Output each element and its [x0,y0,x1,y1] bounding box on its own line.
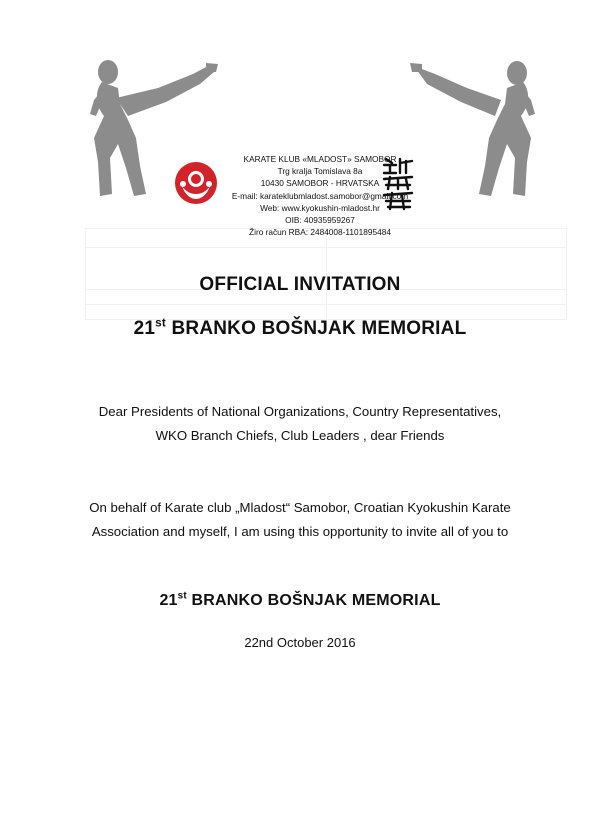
club-name: KARATE KLUB «MLADOST» SAMOBOR [243,154,397,164]
memorial-name: BRANKO BOŠNJAK MEMORIAL [191,592,441,609]
letterhead [0,55,600,238]
event-date: 22nd October 2016 [244,635,356,650]
memorial-ordinal: st [155,316,167,330]
memorial-heading [0,318,600,340]
greeting-line-2: WKO Branch Chiefs, Club Leaders , dear Friends [155,428,445,443]
bank-account: Žiro račun RBA: 2484008-1101895484 [249,227,391,238]
memorial-number: 21 [133,318,156,339]
document-title: OFFICIAL INVITATION [199,274,401,295]
karate-kicker-right-icon [405,58,540,198]
oib: OIB: 40935959267 [285,215,355,226]
body-text [0,496,600,544]
address-city: 10430 SAMOBOR - HRVATSKA [260,178,380,189]
greeting-line-1: Dear Presidents of National Organizations, Country Representatives, [98,404,502,419]
body-line-1: On behalf of Karate club „Mladost“ Samobor, Croatian Kyokushin Karate [89,500,511,515]
kyokushin-logo-icon [173,159,219,209]
address-street: Trg kralja Tomislava 8a [277,166,363,177]
memorial-ordinal: st [177,590,187,602]
memorial-number: 21 [159,592,178,609]
website: Web: www.kyokushin-mladost.hr [260,202,380,213]
email: E-mail: karateklubmladost.samobor@gmail.com [231,190,409,201]
memorial-heading-repeat [0,592,600,610]
body-line-2: Association and myself, I am using this opportunity to invite all of you to [91,524,509,539]
memorial-name: BRANKO BOŠNJAK MEMORIAL [171,318,467,339]
greeting [0,400,600,448]
